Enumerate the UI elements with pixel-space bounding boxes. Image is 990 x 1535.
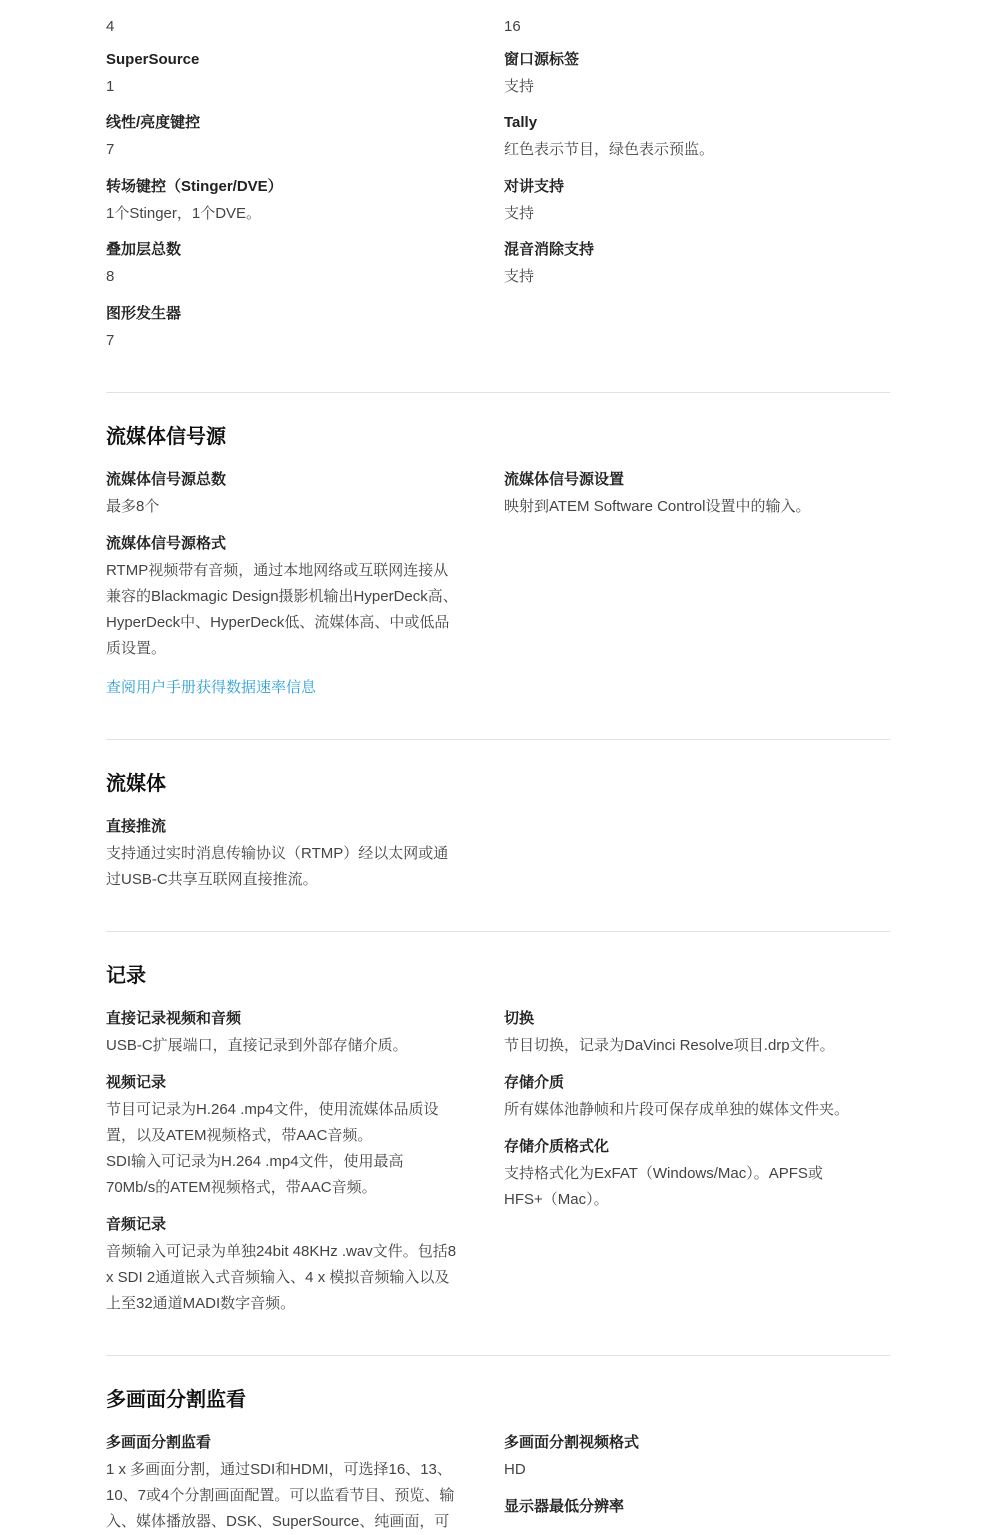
spec-value-line: 兼容的Blackmagic Design摄影机输出HyperDeck高、 <box>106 588 458 605</box>
spec-item-linear-luma-keyers <box>106 113 491 163</box>
spec-item-supersource <box>106 50 491 100</box>
spec-value: 支持 <box>504 78 535 95</box>
spec-value: 4 <box>106 18 115 35</box>
spec-value: 映射到ATEM Software Control设置中的输入。 <box>504 498 811 515</box>
section-heading-multiview: 多画面分割监看 <box>106 1389 246 1411</box>
spec-value: 7 <box>106 141 115 158</box>
spec-item-video-recording <box>106 1073 491 1201</box>
spec-value <box>504 1161 889 1213</box>
spec-value-line: 过USB-C共享互联网直接推流。 <box>106 871 318 888</box>
spec-value: 最多8个 <box>106 498 160 515</box>
spec-value: 所有媒体池静帧和片段可保存成单独的媒体文件夹。 <box>504 1101 850 1118</box>
spec-value <box>106 1097 491 1201</box>
spec-value <box>106 1457 491 1535</box>
spec-item-direct-recording <box>106 1009 491 1059</box>
spec-value: 支持 <box>504 268 535 285</box>
spec-item-talkback <box>504 177 889 227</box>
spec-item-graphics-generators <box>106 304 491 354</box>
section-heading-streaming: 流媒体 <box>106 773 166 795</box>
spec-value-line: 质设置。 <box>106 640 167 657</box>
spec-item-switching <box>504 1009 889 1059</box>
spec-value-line: SDI输入可记录为H.264 .mp4文件，使用最高 <box>106 1153 404 1170</box>
spec-item-direct-streaming <box>106 817 491 893</box>
spec-value: 1个Stinger，1个DVE。 <box>106 205 262 222</box>
spec-value: 16 <box>504 18 521 35</box>
spec-item-streaming-source-settings <box>504 470 889 520</box>
spec-value-line: HyperDeck中、HyperDeck低、流媒体高、中或低品 <box>106 614 450 631</box>
spec-value-line: RTMP视频带有音频，通过本地网络或互联网连接从 <box>106 562 449 579</box>
spec-item-streaming-source-format <box>106 534 491 662</box>
spec-value-line: 70Mb/s的ATEM视频格式，带AAC音频。 <box>106 1179 377 1196</box>
spec-label: 图形发生器 <box>106 305 182 322</box>
spec-value: 1 <box>106 78 115 95</box>
spec-value-line: 10、7或4个分割画面配置。可以监看节目、预览、输 <box>106 1487 455 1504</box>
spec-label: 窗口源标签 <box>504 51 580 68</box>
spec-label: 线性/亮度键控 <box>106 114 201 131</box>
spec-label: Tally <box>504 114 538 131</box>
spec-value-line: 入、媒体播放器、DSK、SuperSource、纯画面，可 <box>106 1513 450 1530</box>
spec-value: HD <box>504 1461 526 1478</box>
spec-value-line: HFS+（Mac）。 <box>504 1191 609 1208</box>
spec-value: 红色表示节目，绿色表示预监。 <box>504 141 715 158</box>
spec-value <box>106 1239 491 1317</box>
spec-item-mix-minus <box>504 240 889 290</box>
spec-label: 多画面分割视频格式 <box>504 1434 640 1451</box>
user-manual-data-rate-link[interactable]: 查阅用户手册获得数据速率信息 <box>106 679 317 696</box>
spec-label: 混音消除支持 <box>504 241 595 258</box>
section-heading-streaming-sources: 流媒体信号源 <box>106 426 226 448</box>
spec-label: 对讲支持 <box>504 178 565 195</box>
spec-label: 存储介质 <box>504 1074 565 1091</box>
spec-label: 流媒体信号源总数 <box>106 471 227 488</box>
section-divider <box>106 392 890 393</box>
spec-item-storage-format <box>504 1137 889 1213</box>
section-divider <box>106 931 890 932</box>
spec-label: 流媒体信号源格式 <box>106 535 227 552</box>
spec-label: 流媒体信号源设置 <box>504 471 625 488</box>
spec-value: 7 <box>106 332 115 349</box>
spec-label: 直接推流 <box>106 818 167 835</box>
spec-value <box>106 841 491 893</box>
spec-label: 直接记录视频和音频 <box>106 1010 242 1027</box>
spec-value-line: 音频输入可记录为单独24bit 48KHz .wav文件。包括8 <box>106 1243 457 1260</box>
spec-value: USB-C扩展端口，直接记录到外部存储介质。 <box>106 1037 408 1054</box>
spec-item-audio-recording <box>106 1215 491 1317</box>
spec-value-line: 1 x 多画面分割，通过SDI和HDMI，可选择16、13、 <box>106 1461 452 1478</box>
spec-value-line: 置，以及ATEM视频格式，带AAC音频。 <box>106 1127 373 1144</box>
spec-item-streaming-source-total <box>106 470 491 520</box>
spec-label: SuperSource <box>106 51 200 68</box>
spec-label: 多画面分割监看 <box>106 1434 212 1451</box>
spec-label: 转场键控（Stinger/DVE） <box>106 178 283 195</box>
spec-value-line: 节目可记录为H.264 .mp4文件，使用流媒体品质设 <box>106 1101 439 1118</box>
spec-item-monitor-min-resolution <box>504 1497 889 1517</box>
spec-item-multiview-video-format <box>504 1433 889 1483</box>
section-divider <box>106 1355 890 1356</box>
spec-label: 显示器最低分辨率 <box>504 1498 625 1515</box>
spec-label: 音频记录 <box>106 1216 167 1233</box>
spec-item-total-layers <box>106 240 491 290</box>
section-divider <box>106 739 890 740</box>
spec-item-mix-effects <box>106 10 491 40</box>
spec-value: 节目切换，记录为DaVinci Resolve项目.drp文件。 <box>504 1037 835 1054</box>
section-heading-recording: 记录 <box>106 965 146 987</box>
spec-label: 存储介质格式化 <box>504 1138 610 1155</box>
spec-value <box>106 558 491 662</box>
spec-label: 叠加层总数 <box>106 241 182 258</box>
spec-value: 8 <box>106 268 115 285</box>
spec-item-window-labels <box>504 50 889 100</box>
spec-item-transition-keyers <box>106 177 491 227</box>
spec-value-line: 上至32通道MADI数字音频。 <box>106 1295 296 1312</box>
spec-label: 切换 <box>504 1010 535 1027</box>
spec-item-multiview-windows <box>504 10 889 40</box>
spec-value-line: x SDI 2通道嵌入式音频输入、4 x 模拟音频输入以及 <box>106 1269 450 1286</box>
spec-value-line: 支持通过实时消息传输协议（RTMP）经以太网或通 <box>106 845 449 862</box>
spec-item-storage-media <box>504 1073 889 1123</box>
spec-value: 支持 <box>504 205 535 222</box>
spec-label: 视频记录 <box>106 1074 167 1091</box>
spec-value-line: 支持格式化为ExFAT（Windows/Mac）。APFS或 <box>504 1165 823 1182</box>
spec-item-tally <box>504 113 889 163</box>
spec-item-multiview-monitoring <box>106 1433 491 1535</box>
